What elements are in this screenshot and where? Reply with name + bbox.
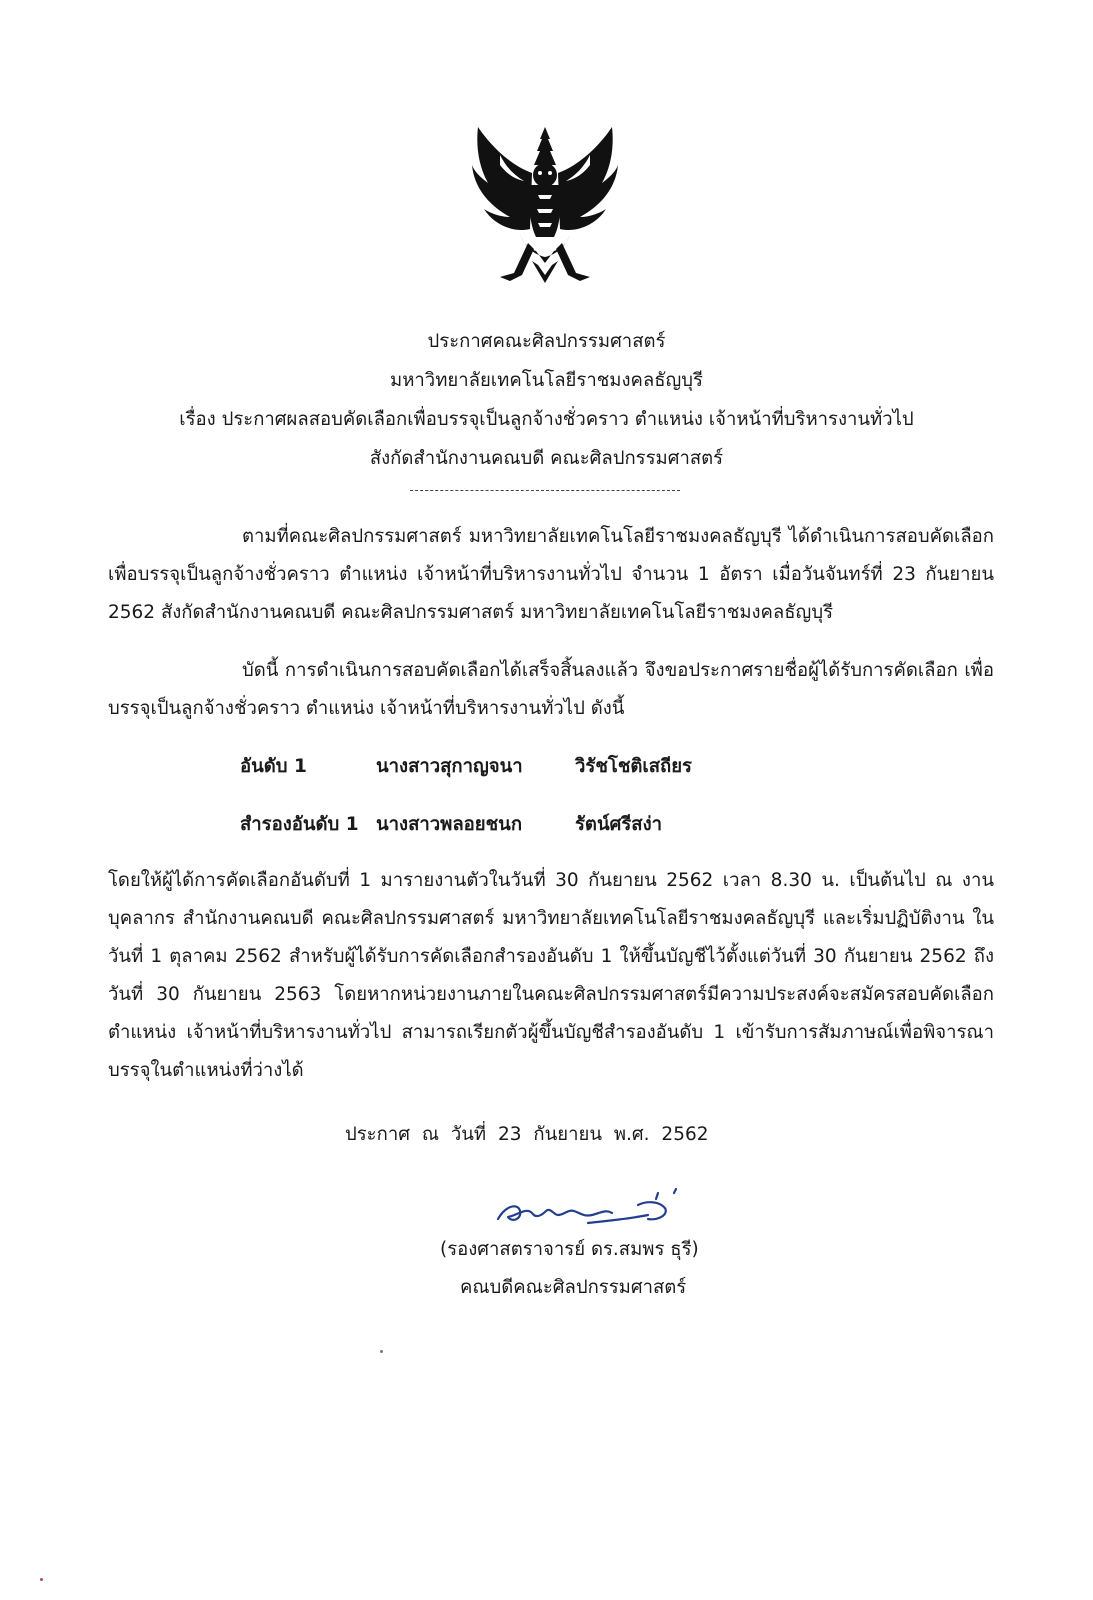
signer-name: (รองศาสตราจารย์ ดร.สมพร ธุรี) (440, 1239, 699, 1260)
result-rank: อันดับ 1 (240, 756, 307, 777)
header-divider (410, 490, 680, 491)
garuda-emblem-icon (470, 125, 620, 285)
result-last-name: รัตน์ศรีสง่า (575, 814, 662, 835)
header-affiliation: สังกัดสำนักงานคณบดี คณะศิลปกรรมศาสตร์ (369, 448, 724, 469)
result-rank: สำรองอันดับ 1 (240, 814, 359, 835)
signer-title: คณบดีคณะศิลปกรรมศาสตร์ (460, 1277, 687, 1298)
result-first-name: นางสาวพลอยชนก (376, 814, 523, 835)
paper-speck (380, 1350, 383, 1353)
paragraph-instructions: โดยให้ผู้ได้การคัดเลือกอันดับที่ 1 มารายงานตัวในวันที่ 30 กันยายน 2562 เวลา 8.30 น. เป็นต้นไป ณ งานบุคลากร สำนักงานคณบดี คณะศิลปกรรมศาสตร์ มหาวิทยาลัยเทคโนโลยีราชมงคลธัญบุรี และเริ่มปฏิบัติงาน ในวันที่ 1 ตุลาคม 2562 สำหรับผู้ได้รับการคัดเลือกสำรองอันดับ 1 ให้ขึ้นบัญชีไว้ตั้งแต่วันที่ 30 กันยายน 2562 ถึงวันที่ 30 กันยายน 2563 โดยหากหน่วยงานภายในคณะศิลปกรรมศาสตร์มีความประสงค์จะสมัครสอบคัดเลือก ตำแหน่ง เจ้าหน้าที่บริหารงานทั่วไป สามารถเรียกตัวผู้ขึ้นบัญชีสำรองอันดับ 1 เข้ารับการสัมภาษณ์เพื่อพิจารณา บรรจุในตำแหน่งที่ว่างได้ (108, 870, 994, 1081)
paragraph-result-intro: บัดนี้ การดำเนินการสอบคัดเลือกได้เสร็จสิ้นลงแล้ว จึงขอประกาศรายชื่อผู้ได้รับการคัดเลือก เพื่อบรรจุเป็นลูกจ้างชั่วคราว ตำแหน่ง เจ้าหน้าที่บริหารงานทั่วไป ดังนี้ (108, 660, 994, 719)
result-first-name: นางสาวสุกาญจนา (376, 756, 523, 777)
signature-image (488, 1185, 688, 1235)
header-org: ประกาศคณะศิลปกรรมศาสตร์ (427, 331, 666, 352)
header-subject: เรื่อง ประกาศผลสอบคัดเลือกเพื่อบรรจุเป็นลูกจ้างชั่วคราว ตำแหน่ง เจ้าหน้าที่บริหารงานทั่วไป (179, 409, 914, 430)
result-last-name: วิรัชโชติเสถียร (575, 756, 692, 777)
announcement-date: ประกาศ ณ วันที่ 23 กันยายน พ.ศ. 2562 (345, 1124, 709, 1145)
header-university: มหาวิทยาลัยเทคโนโลยีราชมงคลธัญบุรี (390, 370, 703, 391)
paragraph-intro: ตามที่คณะศิลปกรรมศาสตร์ มหาวิทยาลัยเทคโนโลยีราชมงคลธัญบุรี ได้ดำเนินการสอบคัดเลือก เพื่อบรรจุเป็นลูกจ้างชั่วคราว ตำแหน่ง เจ้าหน้าที่บริหารงานทั่วไป จำนวน 1 อัตรา เมื่อวันจันทร์ที่ 23 กันยายน 2562 สังกัดสำนักงานคณบดี คณะศิลปกรรมศาสตร์ มหาวิทยาลัยเทคโนโลยีราชมงคลธัญบุรี (108, 526, 994, 623)
paper-speck (40, 1578, 43, 1581)
